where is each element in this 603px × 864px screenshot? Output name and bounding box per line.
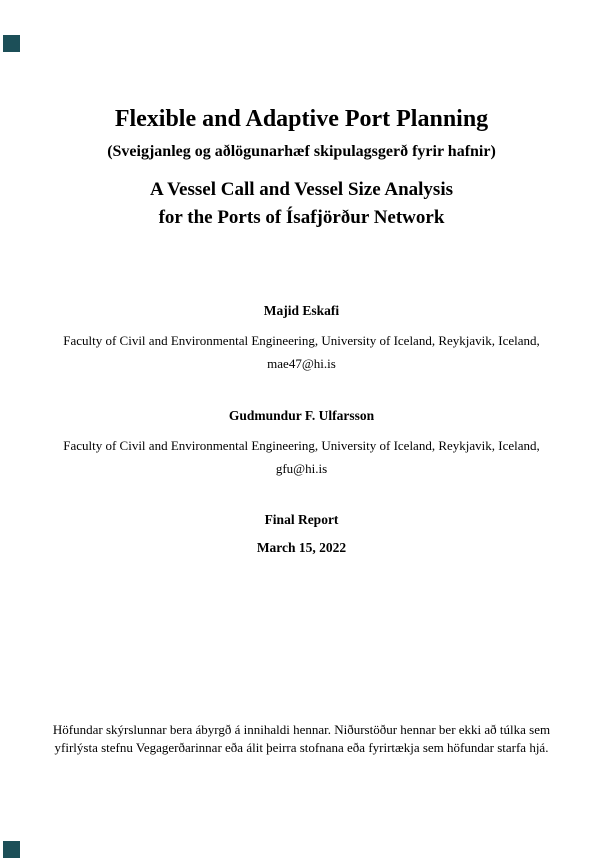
annotation-square-icon[interactable] (3, 35, 20, 52)
author-name-majid-eskafi: Majid Eskafi (263, 303, 340, 318)
disclaimer-line2: yfirlýsta stefnu Vegagerðarinnar eða álit þeirra stofnana eða fyrirtækja sem höfundar starfa hjá. (54, 739, 549, 755)
author-name-gudmundur-ulfarsson: Gudmundur F. Ulfarsson (228, 408, 375, 423)
report-title: Flexible and Adaptive Port Planning (114, 106, 489, 132)
author-affiliation-block (0, 435, 603, 480)
report-type-label: Final Report (264, 512, 339, 527)
author-email: gfu@hi.is (275, 460, 328, 476)
author-affiliation: Faculty of Civil and Environmental Engineering, University of Iceland, Reykjavik, Iceland, (63, 333, 540, 348)
disclaimer-line1: Höfundar skýrslunnar bera ábyrgð á innihaldi hennar. Niðurstöður hennar ber ekki að túlka sem (52, 722, 551, 737)
author-affiliation-block (0, 330, 603, 375)
disclaimer-text (0, 721, 603, 756)
analysis-title-line2: for the Ports of Ísafjörður Network (158, 206, 445, 228)
analysis-title-line1: A Vessel Call and Vessel Size Analysis (149, 179, 454, 200)
author-email: mae47@hi.is (267, 355, 336, 371)
report-analysis-title (0, 176, 603, 231)
report-subtitle-icelandic: (Sveigjanleg og aðlögunarhæf skipulagsgerð fyrir hafnir) (107, 143, 496, 160)
annotation-square-icon[interactable] (3, 841, 20, 858)
report-date: March 15, 2022 (256, 540, 347, 555)
author-affiliation: Faculty of Civil and Environmental Engineering, University of Iceland, Reykjavik, Iceland, (63, 438, 540, 453)
